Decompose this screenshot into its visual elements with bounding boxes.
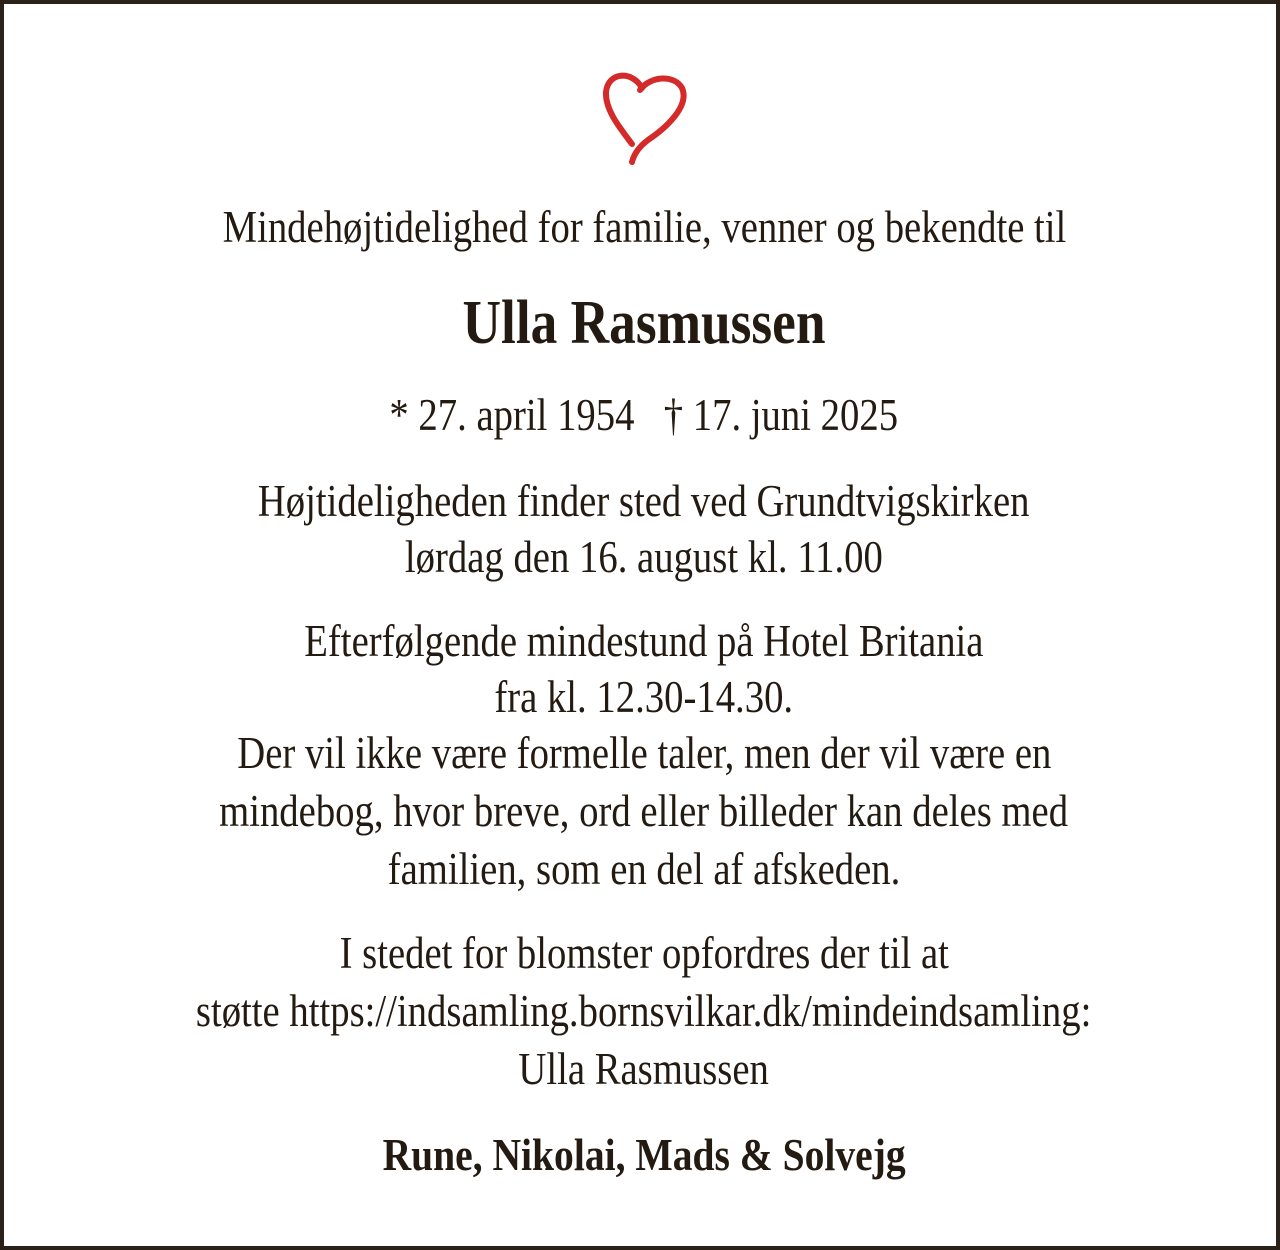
- donation-line-1: I stedet for blomster opfordres der til at: [339, 928, 949, 978]
- death-date: † 17. juni 2025: [663, 390, 899, 440]
- gathering-line-5: familien, som en del af afskeden.: [387, 844, 901, 894]
- gathering-line-2: fra kl. 12.30-14.30.: [494, 672, 794, 722]
- signature: Rune, Nikolai, Mads & Solvejg: [382, 1129, 906, 1180]
- donation-line-3: Ulla Rasmussen: [518, 1044, 770, 1094]
- gathering-line-1: Efterfølgende mindestund på Hotel Britania: [304, 616, 984, 666]
- birth-date: * 27. april 1954: [389, 390, 635, 440]
- heart-icon: [602, 66, 690, 166]
- donation-link: støtte https://indsamling.bornsvilkar.dk/mindeindsamling:: [196, 986, 1092, 1036]
- ceremony-line-1: Højtideligheden finder sted ved Grundtvigskirken: [258, 476, 1030, 526]
- life-dates: [4, 390, 1280, 440]
- gathering-line-4: mindebog, hvor breve, ord eller billeder kan deles med: [219, 786, 1069, 836]
- gathering-line-3: Der vil ikke være formelle taler, men der vil være en: [236, 728, 1052, 778]
- deceased-name: Ulla Rasmussen: [462, 289, 826, 357]
- ceremony-line-2: lørdag den 16. august kl. 11.00: [405, 532, 883, 582]
- intro-text: Mindehøjtidelighed for familie, venner og bekendte til: [222, 202, 1066, 252]
